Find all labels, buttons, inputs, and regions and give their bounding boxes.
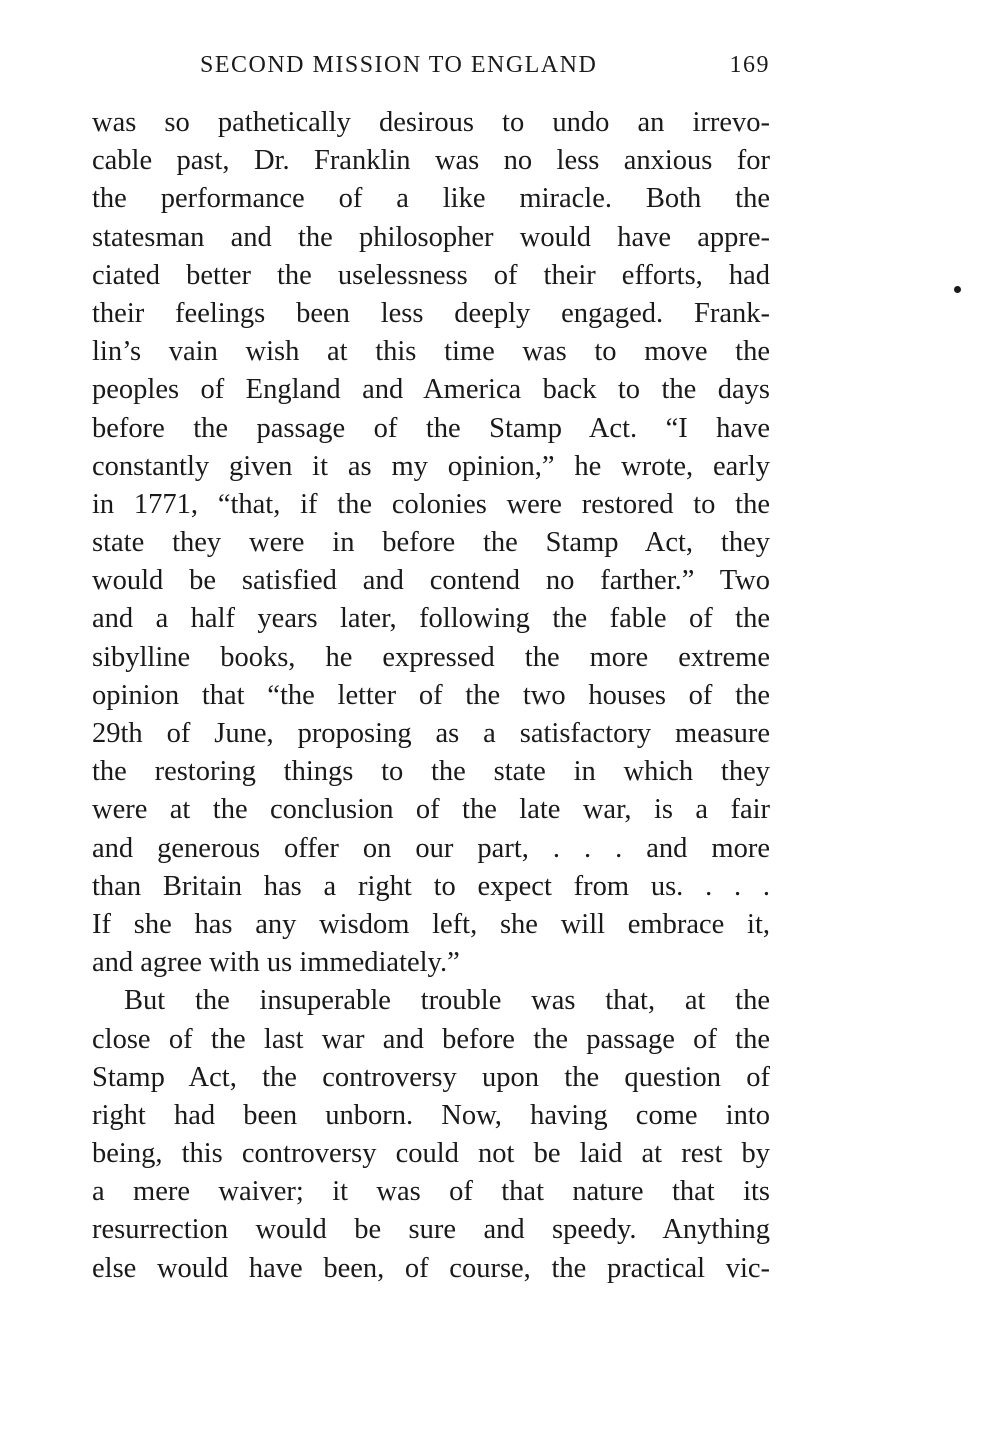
text-line: sibylline books, he expressed the more extreme <box>92 641 770 673</box>
text-line: close of the last war and before the passage of the <box>92 1023 770 1055</box>
running-head <box>200 52 770 86</box>
text-line: ciated better the uselessness of their efforts, had <box>92 259 770 291</box>
text-line: peoples of England and America back to the days <box>92 374 770 406</box>
text-line: lin’s vain wish at this time was to move the <box>92 336 770 368</box>
margin-dot-mark <box>954 286 961 293</box>
paragraph-1 <box>92 104 770 982</box>
page-number: 169 <box>729 52 770 78</box>
text-line: being, this controversy could not be laid at rest by <box>92 1138 770 1170</box>
text-line: resurrection would be sure and speedy. Anything <box>92 1214 770 1246</box>
text-line: right had been unborn. Now, having come into <box>92 1099 770 1131</box>
running-title: SECOND MISSION TO ENGLAND <box>200 52 598 78</box>
text-line: constantly given it as my opinion,” he wrote, early <box>92 450 770 482</box>
text-line: else would have been, of course, the practical vic- <box>92 1252 770 1284</box>
text-line: cable past, Dr. Franklin was no less anxious for <box>92 145 770 177</box>
text-line: a mere waiver; it was of that nature that its <box>92 1176 770 1208</box>
text-line: the restoring things to the state in which they <box>92 756 770 788</box>
text-line: 29th of June, proposing as a satisfactory measure <box>92 718 770 749</box>
paragraph-2 <box>92 982 770 1288</box>
text-line: But the insuperable trouble was that, at the <box>124 985 770 1017</box>
text-line: statesman and the philosopher would have appre- <box>92 221 770 253</box>
text-line: and generous offer on our part, . . . and more <box>92 832 770 864</box>
text-line: were at the conclusion of the late war, is a fair <box>92 794 770 826</box>
text-line: their feelings been less deeply engaged. Frank- <box>92 297 770 329</box>
body-text <box>92 104 770 1288</box>
text-line: and a half years later, following the fable of the <box>92 603 770 635</box>
text-line: before the passage of the Stamp Act. “I have <box>92 412 770 444</box>
text-line: state they were in before the Stamp Act, they <box>92 527 770 559</box>
text-line: would be satisfied and contend no farther.” Two <box>92 565 770 597</box>
text-line: If she has any wisdom left, she will embrace it, <box>92 908 770 940</box>
text-line: Stamp Act, the controversy upon the question of <box>92 1061 770 1093</box>
text-line: opinion that “the letter of the two houses of the <box>92 679 770 711</box>
text-line: and agree with us immediately.” <box>92 947 460 979</box>
text-line: the performance of a like miracle. Both the <box>92 183 770 215</box>
text-line: in 1771, “that, if the colonies were restored to the <box>92 488 770 520</box>
text-line: than Britain has a right to expect from us. . . . <box>92 870 770 902</box>
text-line: was so pathetically desirous to undo an irrevo- <box>92 107 770 138</box>
